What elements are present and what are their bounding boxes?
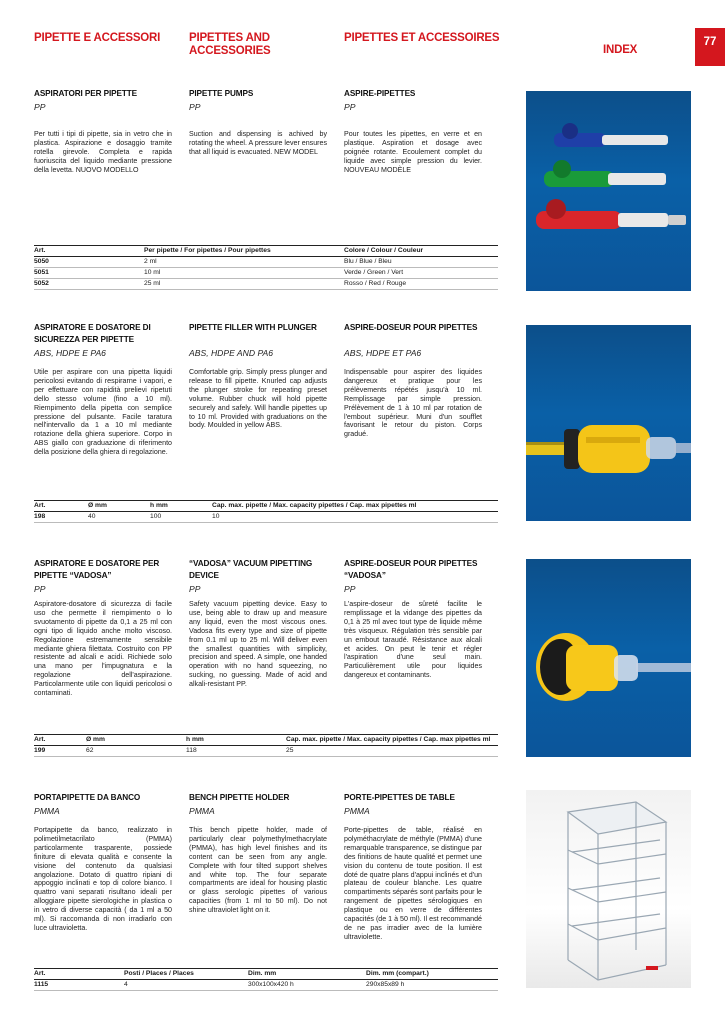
table-cell: 5050 [34, 257, 144, 268]
table-cell: 5052 [34, 279, 144, 290]
description-en: Suction and dispensing is achived by rotating the wheel. A pressure lever ensures that all liquid is evacuated. NEW MODEL [189, 130, 328, 156]
header-italian: PIPETTE E ACCESSORI [34, 32, 161, 44]
description-it: Per tutti i tipi di pipette, sia in vetro che in plastica. Aspirazione e dosaggio tramite rotella girevole. Completa e rapida fuoriuscita del liquido mediante pressione della levetta. NUOVO MODELLO [34, 130, 172, 174]
product-title-en: BENCH PIPETTE HOLDER [189, 793, 290, 802]
description-it: Aspiratore-dosatore di sicurezza di facile uso che permette il riempimento o lo svuotamento di pipette da 0,1 a 25 ml con ogni tipo di liquido anche molto viscoso. Regolazione estremamente sensibile mediante ghiera filettata. Costruito con PP resistente ad alcali e acidi. Richiede solo una mano per l'impugnatura e la regolazione dell'aspirazione. Particolarmente utile con liquidi pericolosi o contaminati. [34, 600, 172, 698]
pipette-pumps-illustration [526, 91, 691, 291]
col-english [189, 322, 327, 430]
page-number: 77 [695, 28, 725, 66]
col-french [344, 322, 482, 439]
table-cell: 5051 [34, 268, 144, 279]
table-cell: 199 [34, 746, 86, 757]
col-english [189, 88, 327, 157]
description-fr: Porte-pipettes de table, réalisé en polyméthacrylate de méthyle (PMMA) d'une remarquable transparence, se distingue par des finitions de haute qualité et permet une vision du contenu de toute position. Il est doté de quatre plans d'appui inclinés et d'un plateau de couleur blanche. Les quatre compartiments séparés sont parfaits pour le rangement de pipettes sérologiques en plastique ou en verre de différentes capacités (de 1 à 50 ml). Il est recommandé de ne pas irradier avec de la lumière ultraviolette. [344, 826, 482, 941]
table-header: Dim. mm (compart.) [366, 969, 498, 980]
table-cell: 4 [124, 980, 248, 991]
col-english [189, 792, 327, 915]
description-it: Portapipette da banco, realizzato in polimetilmetacrilato (PMMA) particolarmente trasparente, possiede finiture di elevata qualità e consente la visione del contenuto da qualsiasi angolazione. Dotato di quattro ripiani di appoggio inclinati e top di colore bianco. I quattro vani separati risultano ideali per alloggiare pipette sierologiche in plastica o in vetro di diverse capacità ( da 1 ml a 50 ml). Si raccomanda di non irradiarlo con luce ultravioletta. [34, 826, 172, 932]
table-row [34, 268, 498, 279]
description-fr: Indispensable pour aspirer des liquides dangereux et pratique pour les prélèvements répétés jusqu'à 10 ml. Remplissage par simple pression. Prélèvement de 1 à 10 ml par rotation de l'embout supérieur. Muni d'un soufflet favorisant le retour du piston. Corps gradué. [344, 368, 482, 439]
bench-holder-illustration [526, 790, 691, 988]
product-photo-vadosa [526, 559, 691, 757]
table-header: Art. [34, 501, 88, 512]
description-en: Safety vacuum pipetting device. Easy to use, being able to draw up and measure any liquid, even the most viscous ones. Vadosa fits every type and size of pipette from 0.1 ml up to 25 ml. Will deliver even the smallest quantities with simplicity, precision and speed. A simple, one handed operation with no hand squeezing, no sucking, no guessing. Made of acid and alkali-resistant PP. [189, 600, 327, 689]
table-row [34, 980, 498, 991]
material-fr: PMMA [344, 806, 370, 816]
table-header: Cap. max. pipette / Max. capacity pipettes / Cap. max pipettes ml [286, 735, 498, 746]
col-french [344, 558, 482, 680]
product-photo-pipette-pumps [526, 91, 691, 291]
table-header: h mm [186, 735, 286, 746]
table-header: h mm [150, 501, 212, 512]
table-header: Per pipette / For pipettes / Pour pipettes [144, 246, 344, 257]
table-header: Ø mm [88, 501, 150, 512]
table-header: Cap. max. pipette / Max. capacity pipettes / Cap. max pipettes ml [212, 501, 498, 512]
table-header: Ø mm [86, 735, 186, 746]
material-en: ABS, HDPE AND PA6 [189, 348, 274, 358]
product-photo-bench-holder [526, 790, 691, 988]
spec-table-4 [34, 968, 498, 991]
product-title-fr: ASPIRE-DOSEUR POUR PIPETTES [344, 323, 478, 332]
header-french: PIPETTES ET ACCESSOIRES [344, 32, 500, 44]
product-title-en: “VADOSA” VACUUM PIPETTING DEVICE [189, 559, 313, 580]
table-cell: 2 ml [144, 257, 344, 268]
table-header-row [34, 246, 498, 257]
table-cell: Rosso / Red / Rouge [344, 279, 498, 290]
product-title-en: PIPETTE PUMPS [189, 89, 254, 98]
header-english-line1: PIPETTES AND [189, 32, 270, 44]
description-fr: L'aspire-doseur de sûreté facilite le remplissage et la vidange des pipettes da 0,1 à 25 ml avec tout type de liquide même très visqueux. Régulation très sensible par un embout taraudé. Résistance aux alcali et acides. On peut le tenir et régler l'aspiration d'une seul main. Particulièrement utile pour liquides dangereux et contaminants. [344, 600, 482, 680]
material-it: ABS, HDPE E PA6 [34, 348, 106, 358]
description-en: Comfortable grip. Simply press plunger and release to fill pipette. Knurled cap adjusts the plunger stroke for repeating preset volume. Rubber chuck will hold pipette securely and safely. Will handle pipettes up to 10 ml. Provided with graduations on the body. Moulded in yellow ABS. [189, 368, 327, 430]
table-header: Dim. mm [248, 969, 366, 980]
col-italian [34, 558, 172, 698]
table-cell: 62 [86, 746, 186, 757]
table-row [34, 746, 498, 757]
table-cell: 300x100x420 h [248, 980, 366, 991]
col-italian [34, 322, 172, 457]
spec-table-2 [34, 500, 498, 523]
material-fr: ABS, HDPE ET PA6 [344, 348, 422, 358]
product-title-fr: ASPIRE-DOSEUR POUR PIPETTES “VADOSA” [344, 559, 478, 580]
table-cell: 100 [150, 512, 212, 523]
product-title-it: ASPIRATORE E DOSATORE PER PIPETTE “VADOSA” [34, 559, 160, 580]
material-en: PP [189, 584, 201, 594]
material-it: PP [34, 102, 46, 112]
table-cell: 118 [186, 746, 286, 757]
col-french [344, 792, 482, 942]
table-header-row [34, 735, 498, 746]
table-cell: 25 [286, 746, 498, 757]
table-cell: 1115 [34, 980, 124, 991]
table-cell: 198 [34, 512, 88, 523]
table-row [34, 257, 498, 268]
index-link[interactable]: INDEX [603, 44, 638, 56]
product-title-it: ASPIRATORE E DOSATORE DI SICUREZZA PER PIPETTE [34, 323, 151, 344]
vadosa-illustration [526, 559, 691, 757]
table-row [34, 512, 498, 523]
col-english [189, 558, 327, 689]
header-english-line2: ACCESSORIES [189, 45, 271, 57]
pipette-filler-illustration [526, 325, 691, 521]
table-cell: 10 ml [144, 268, 344, 279]
material-en: PP [189, 102, 201, 112]
table-header: Posti / Places / Places [124, 969, 248, 980]
material-it: PP [34, 584, 46, 594]
table-cell: 25 ml [144, 279, 344, 290]
material-it: PMMA [34, 806, 60, 816]
table-cell: Blu / Blue / Bleu [344, 257, 498, 268]
table-row [34, 279, 498, 290]
table-header: Art. [34, 969, 124, 980]
table-cell: 10 [212, 512, 498, 523]
description-fr: Pour toutes les pipettes, en verre et en plastique. Aspiration et dosage avec poignée rotante. Ecoulement complet du liquide avec simple pression du levier. NOUVEAU MODÈLE [344, 130, 482, 174]
description-en: This bench pipette holder, made of particularly clear polymethylmethacrylate (PMMA), has high level finishes and its content can be seen from any angle. Complete with four tilted support shelves and white top. The four separate compartments are ideal for housing plastic or glass serologic pipettes of various capacities (from 1 ml to 50 ml). Do not shine ultraviolet light on it. [189, 826, 327, 915]
table-cell: Verde / Green / Vert [344, 268, 498, 279]
product-title-fr: ASPIRE-PIPETTES [344, 89, 416, 98]
col-italian [34, 792, 172, 933]
spec-table-3 [34, 734, 498, 757]
product-title-it: ASPIRATORI PER PIPETTE [34, 89, 138, 98]
material-fr: PP [344, 102, 356, 112]
table-header-row [34, 501, 498, 512]
material-fr: PP [344, 584, 356, 594]
table-header: Colore / Colour / Couleur [344, 246, 498, 257]
col-italian [34, 88, 172, 175]
description-it: Utile per aspirare con una pipetta liquidi pericolosi evitando di respirarne i vapori, e per effettuare con rapidità prelievi ripetuti dello stesso volume (fino a 10 ml). Riempimento della pipetta con semplice pressione del pulsante. Facile taratura nell'intervallo da 1 a 10 ml mediante rotazione della ghiera superiore. Corpo in ABS giallo con graduazione di riferimento della posizione della ghiera di regolazione. [34, 368, 172, 457]
table-cell: 40 [88, 512, 150, 523]
product-title-it: PORTAPIPETTE DA BANCO [34, 793, 141, 802]
product-title-en: PIPETTE FILLER WITH PLUNGER [189, 323, 317, 332]
material-en: PMMA [189, 806, 215, 816]
product-photo-pipette-filler [526, 325, 691, 521]
table-header: Art. [34, 246, 144, 257]
table-cell: 290x85x89 h [366, 980, 498, 991]
product-title-fr: PORTE-PIPETTES DE TABLE [344, 793, 455, 802]
spec-table-1 [34, 245, 498, 290]
header-english [189, 32, 271, 58]
table-header-row [34, 969, 498, 980]
table-header: Art. [34, 735, 86, 746]
col-french [344, 88, 482, 175]
